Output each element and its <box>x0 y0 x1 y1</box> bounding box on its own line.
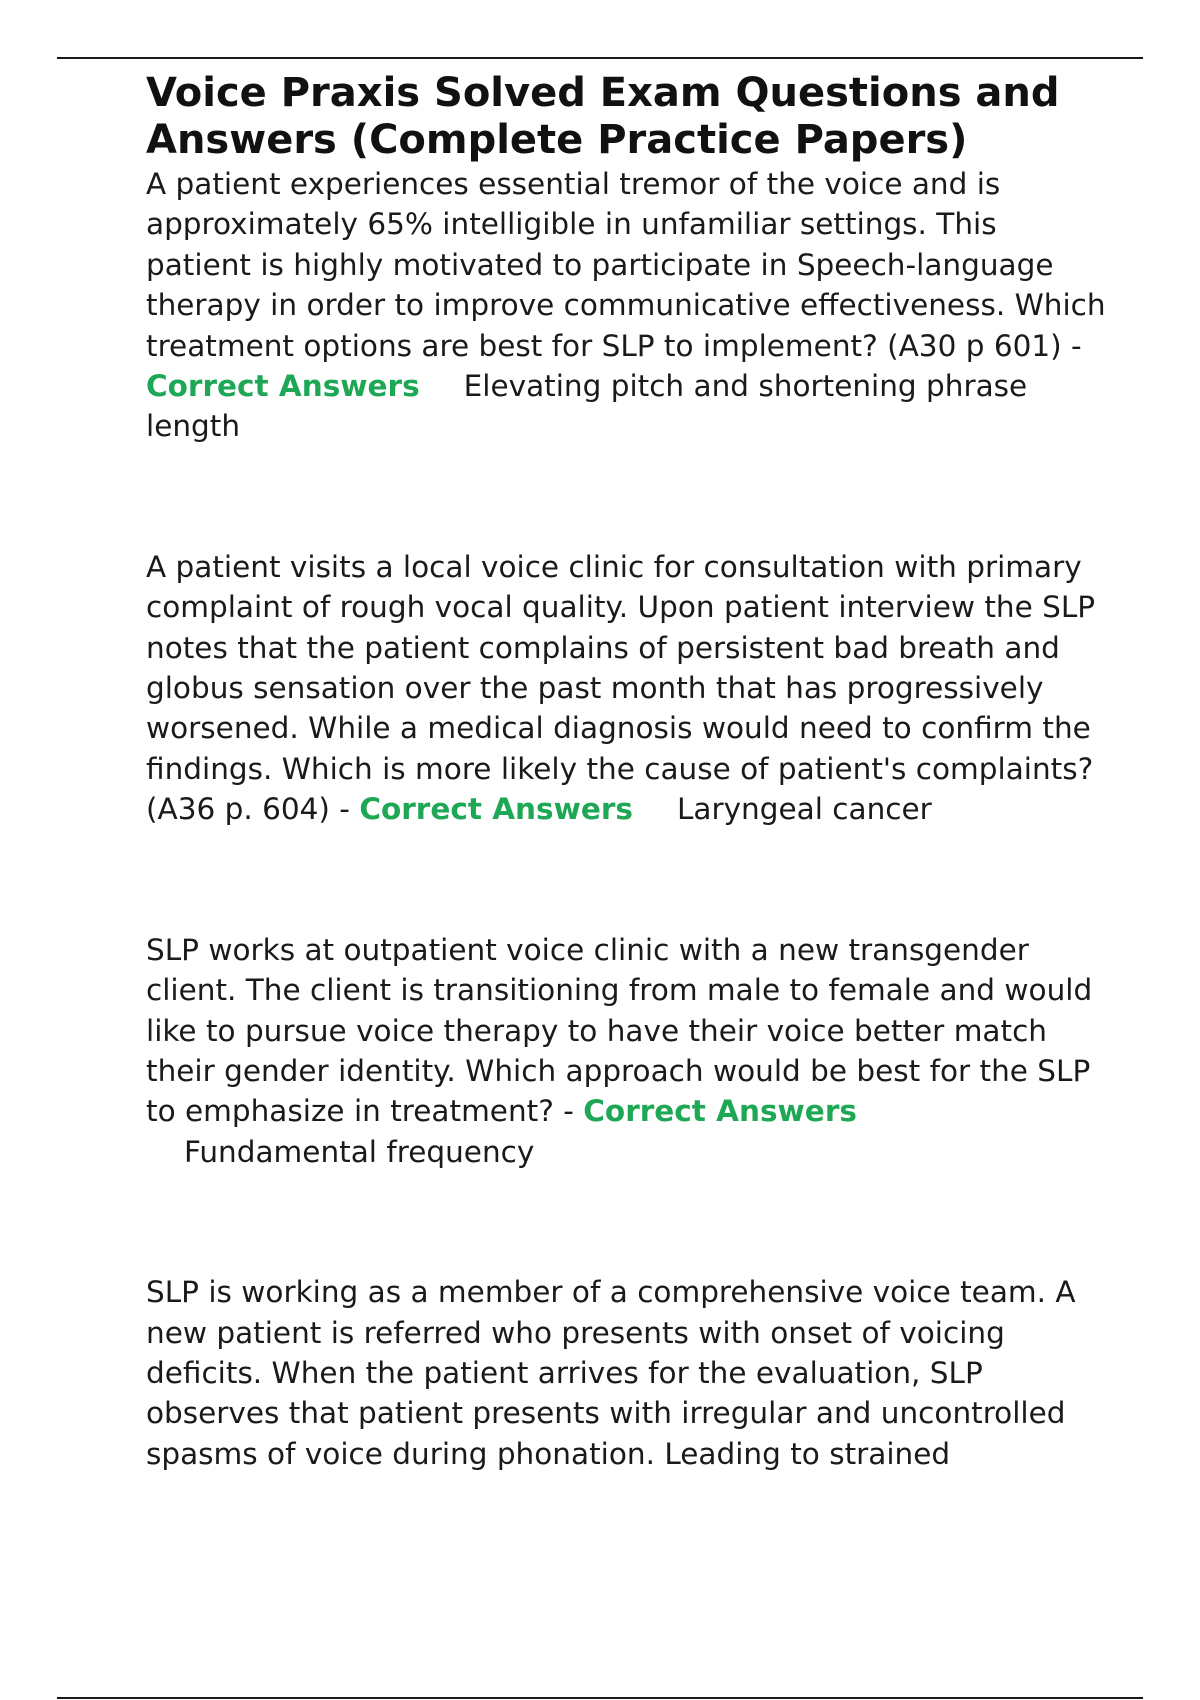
qa-item <box>146 930 1106 1172</box>
bottom-rule <box>57 1697 1143 1699</box>
question-text: A patient experiences essential tremor of the voice and is approximately 65% intelligible in unfamiliar settings. This patient is highly motivated to participate in Speech-language therapy in order to improve communicative effectiveness. Which treatment options are best for SLP to implement? (A30 p 601) - <box>146 167 1106 363</box>
correct-answers-label: Correct Answers <box>146 369 420 404</box>
qa-item <box>146 164 1106 447</box>
qa-item <box>146 547 1106 830</box>
document-title: Voice Praxis Solved Exam Questions and Answers (Complete Practice Papers) <box>146 70 1060 163</box>
correct-answers-label: Correct Answers <box>583 1094 857 1129</box>
qa-item <box>146 1272 1106 1474</box>
answer-text: Laryngeal cancer <box>676 792 932 827</box>
page-content <box>146 70 1106 1474</box>
question-text: SLP is working as a member of a comprehensive voice team. A new patient is referred who presents with onset of voicing deficits. When the patient arrives for the evaluation, SLP observes that patient presents with irregular and uncontrolled spasms of voice during phonation. Leading to strained <box>146 1275 1076 1471</box>
question-text: SLP works at outpatient voice clinic with a new transgender client. The client is transitioning from male to female and would like to pursue voice therapy to have their voice better match their gender identity. Which approach would be best for the SLP to emphasize in treatment? - <box>146 932 1093 1129</box>
question-text: A patient visits a local voice clinic for consultation with primary complaint of rough vocal quality. Upon patient interview the SLP notes that the patient complains of persistent bad breath and globus sensation over the past month that has progressively worsened. While a medical diagnosis would need to confirm the findings. Which is more likely the cause of patient's complaints? (A36 p. 604) - <box>146 549 1096 827</box>
top-rule <box>57 57 1143 59</box>
answer-text: Fundamental frequency <box>184 1134 535 1169</box>
correct-answers-label: Correct Answers <box>359 792 633 827</box>
answer-text: Elevating pitch and shortening phrase length <box>146 369 1028 444</box>
